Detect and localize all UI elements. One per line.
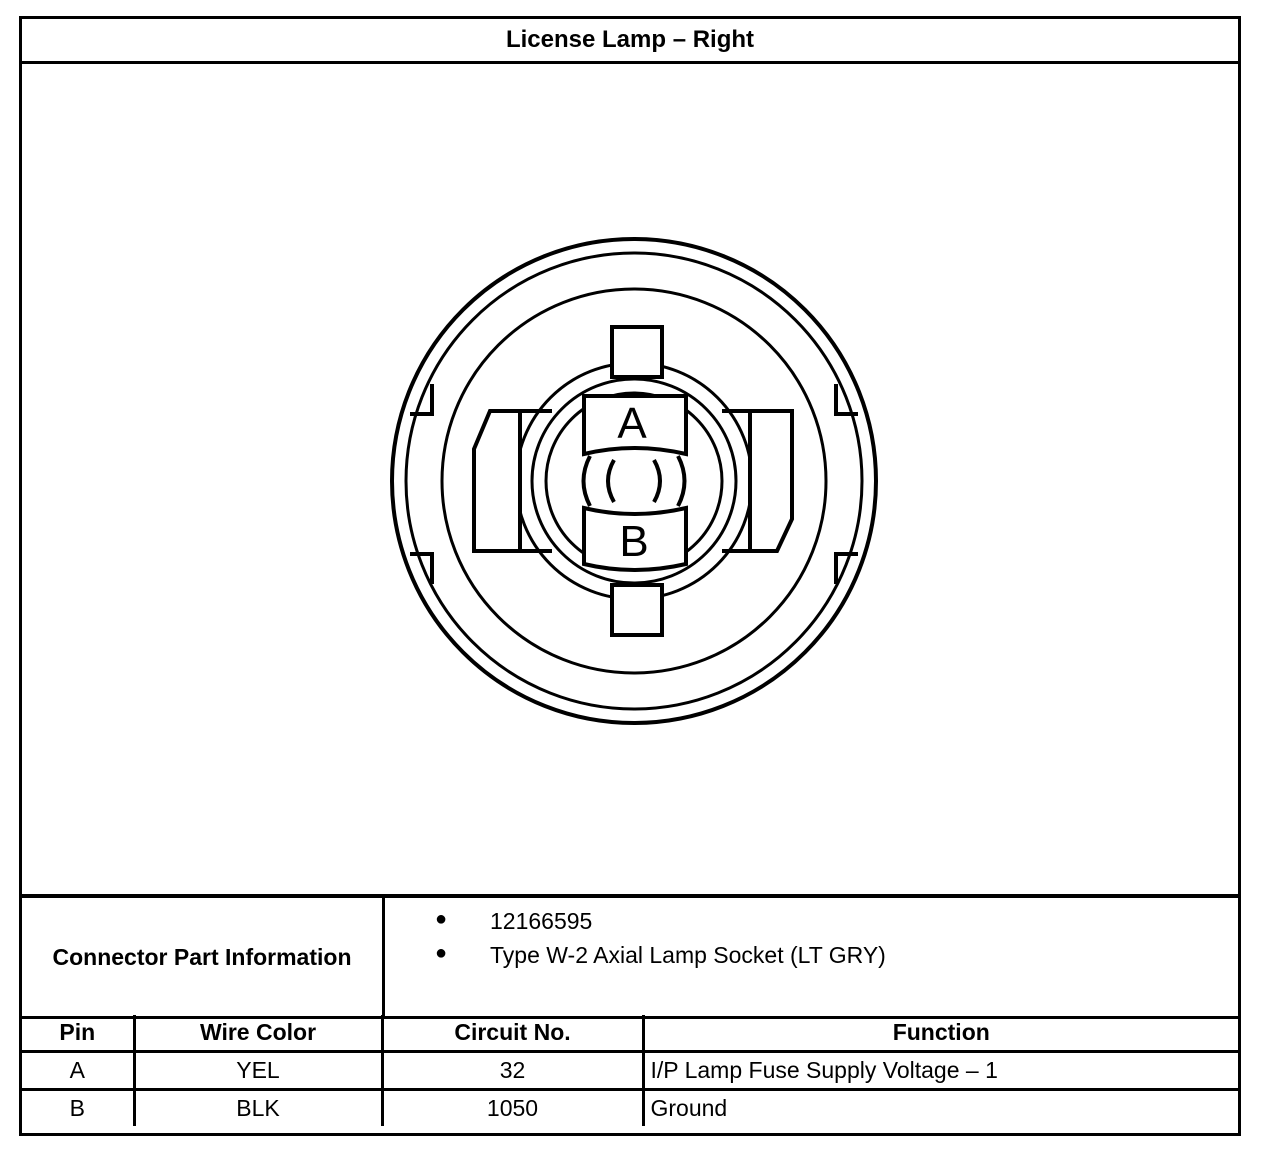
- pin-table-header-row: [22, 1015, 1238, 1052]
- connector-sheet: [19, 16, 1241, 1136]
- pin-cell: B: [22, 1090, 134, 1127]
- table-row: [22, 1052, 1238, 1090]
- connector-face-drawing: [22, 64, 1238, 894]
- header-wire-color: Wire Color: [134, 1015, 382, 1052]
- bottom-key: [612, 585, 662, 635]
- top-key: [612, 327, 662, 377]
- right-wing: [750, 411, 792, 551]
- part-number: 12166595: [490, 908, 593, 934]
- pin-cell: A: [22, 1052, 134, 1090]
- header-function: Function: [643, 1015, 1238, 1052]
- connector-info-list: [385, 898, 1238, 1016]
- bullet-icon: ●: [435, 908, 448, 930]
- connector-info-row: [22, 894, 1238, 1019]
- info-list-item: [435, 908, 592, 935]
- left-wing: [474, 411, 520, 551]
- info-list-item: [435, 942, 886, 969]
- wire-color-cell: YEL: [134, 1052, 382, 1090]
- connector-diagram: [22, 64, 1238, 894]
- header-pin: Pin: [22, 1015, 134, 1052]
- contact-left-outer: [584, 456, 591, 506]
- contact-left-inner: [608, 460, 614, 502]
- contact-right-inner: [654, 460, 660, 502]
- table-row: [22, 1090, 1238, 1127]
- function-cell: I/P Lamp Fuse Supply Voltage – 1: [643, 1052, 1238, 1090]
- function-cell: Ground: [643, 1090, 1238, 1127]
- contact-right-outer: [678, 456, 685, 506]
- sheet-title: License Lamp – Right: [22, 19, 1238, 64]
- pin-table: [22, 1015, 1238, 1126]
- pin-b-label: B: [619, 517, 649, 566]
- connector-info-label: Connector Part Information: [22, 898, 385, 1016]
- wire-color-cell: BLK: [134, 1090, 382, 1127]
- pin-a-label: A: [617, 399, 647, 448]
- outer-housing-ring: [392, 239, 876, 723]
- bullet-icon: ●: [435, 942, 448, 964]
- circuit-no-cell: 1050: [382, 1090, 643, 1127]
- circuit-no-cell: 32: [382, 1052, 643, 1090]
- header-circuit-no: Circuit No.: [382, 1015, 643, 1052]
- part-description: Type W-2 Axial Lamp Socket (LT GRY): [490, 942, 886, 968]
